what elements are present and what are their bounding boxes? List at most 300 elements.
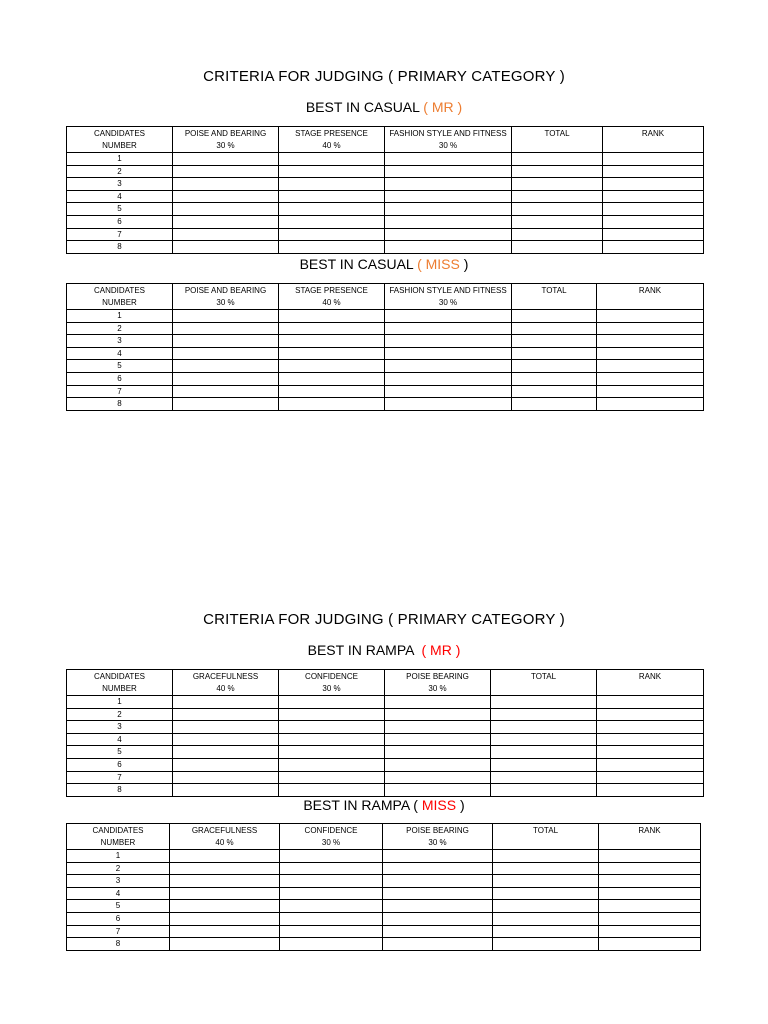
score-cell[interactable] [385,310,512,323]
score-cell[interactable] [279,347,385,360]
score-cell[interactable] [173,335,279,348]
table-row [67,758,704,771]
score-cell[interactable] [603,215,704,228]
score-cell[interactable] [597,708,704,721]
score-cell[interactable] [597,372,704,385]
score-cell[interactable] [597,771,704,784]
column-header [385,670,491,696]
score-cell[interactable] [512,178,603,191]
candidate-number-cell: 7 [67,925,170,938]
score-cell[interactable] [512,165,603,178]
score-cell[interactable] [512,310,597,323]
table-row [67,784,704,797]
score-cell[interactable] [385,746,491,759]
score-cell[interactable] [491,758,597,771]
score-cell[interactable] [385,203,512,216]
column-header [279,127,385,153]
column-header-weight: 40 % [322,141,341,150]
score-cell[interactable] [385,153,512,166]
column-header-weight: NUMBER [102,298,137,307]
column-header [67,284,173,310]
column-header-weight: 30 % [428,838,447,847]
table-row [67,925,701,938]
column-header-label: CANDIDATES [94,672,145,681]
column-header-label: CANDIDATES [94,129,145,138]
score-cell[interactable] [493,900,599,913]
score-cell[interactable] [173,347,279,360]
score-cell[interactable] [383,850,493,863]
table-row [67,360,704,373]
table-row [67,215,704,228]
score-cell[interactable] [170,887,280,900]
score-cell[interactable] [512,347,597,360]
score-cell[interactable] [491,746,597,759]
candidate-number-cell: 1 [67,153,173,166]
score-cell[interactable] [385,771,491,784]
score-cell[interactable] [597,360,704,373]
score-cell[interactable] [173,178,279,191]
score-cell[interactable] [491,784,597,797]
score-cell[interactable] [173,771,279,784]
score-cell[interactable] [493,875,599,888]
candidate-number-cell: 8 [67,784,173,797]
score-cell[interactable] [173,153,279,166]
score-cell[interactable] [173,708,279,721]
score-cell[interactable] [173,228,279,241]
score-cell[interactable] [279,335,385,348]
candidate-number-cell: 1 [67,850,170,863]
candidate-number-cell: 2 [67,322,173,335]
column-header [597,670,704,696]
score-cell[interactable] [279,784,385,797]
column-header [170,824,280,850]
column-header-label: GRACEFULNESS [191,826,258,835]
score-cell[interactable] [385,784,491,797]
table-row [67,696,704,709]
score-cell[interactable] [170,862,280,875]
score-cell[interactable] [279,203,385,216]
column-header-label: RANK [638,826,661,835]
column-header [385,284,512,310]
score-cell[interactable] [170,912,280,925]
score-cell[interactable] [597,733,704,746]
subtitle-prefix: BEST IN RAMPA ( [303,797,422,813]
score-cell[interactable] [173,322,279,335]
column-header [279,670,385,696]
column-header [493,824,599,850]
score-cell[interactable] [597,398,704,411]
candidate-number-cell: 5 [67,203,173,216]
candidate-number-cell: 8 [67,398,173,411]
score-cell[interactable] [599,900,701,913]
score-cell[interactable] [597,721,704,734]
candidate-number-cell: 6 [67,215,173,228]
column-header-weight: NUMBER [102,684,137,693]
score-cell[interactable] [173,721,279,734]
score-cell[interactable] [599,887,701,900]
table-row [67,228,704,241]
table-subtitle [0,642,768,658]
score-cell[interactable] [385,708,491,721]
column-header [597,284,704,310]
candidate-number-cell: 3 [67,721,173,734]
score-cell[interactable] [170,850,280,863]
score-cell[interactable] [280,938,383,951]
table-row [67,190,704,203]
score-cell[interactable] [279,721,385,734]
table-row [67,398,704,411]
score-cell[interactable] [603,241,704,254]
subtitle-highlight: ( MR ) [421,642,461,658]
score-cell[interactable] [603,165,704,178]
score-cell[interactable] [597,347,704,360]
score-cell[interactable] [279,758,385,771]
score-cell[interactable] [493,887,599,900]
table-subtitle [0,797,768,813]
criteria-table [66,823,701,951]
candidate-number-cell: 8 [67,938,170,951]
column-header-weight: 40 % [322,298,341,307]
candidate-number-cell: 4 [67,733,173,746]
score-cell[interactable] [280,912,383,925]
candidate-number-cell: 6 [67,758,173,771]
score-cell[interactable] [279,310,385,323]
column-header-label: CANDIDATES [92,826,144,835]
score-cell[interactable] [512,360,597,373]
score-cell[interactable] [603,203,704,216]
score-cell[interactable] [170,875,280,888]
column-header-label: POISE BEARING [406,826,469,835]
score-cell[interactable] [385,360,512,373]
score-cell[interactable] [173,385,279,398]
score-cell[interactable] [512,398,597,411]
score-cell[interactable] [279,771,385,784]
score-cell[interactable] [599,925,701,938]
candidate-number-cell: 3 [67,875,170,888]
score-cell[interactable] [599,938,701,951]
score-cell[interactable] [279,241,385,254]
candidate-number-cell: 4 [67,887,170,900]
score-cell[interactable] [493,862,599,875]
column-header [67,127,173,153]
score-cell[interactable] [173,310,279,323]
score-cell[interactable] [512,190,603,203]
table-row [67,746,704,759]
table-row [67,153,704,166]
score-cell[interactable] [279,228,385,241]
score-cell[interactable] [597,385,704,398]
score-cell[interactable] [512,203,603,216]
column-header [173,670,279,696]
score-cell[interactable] [280,887,383,900]
score-cell[interactable] [385,322,512,335]
subtitle-prefix: BEST IN RAMPA [307,642,422,658]
score-cell[interactable] [173,190,279,203]
score-cell[interactable] [493,925,599,938]
candidate-number-cell: 8 [67,241,173,254]
column-header [67,670,173,696]
score-cell[interactable] [597,758,704,771]
score-cell[interactable] [385,372,512,385]
column-header-weight: 30 % [438,141,458,150]
column-header-weight: 30 % [321,838,341,847]
score-cell[interactable] [512,372,597,385]
column-header-weight: 30 % [438,298,458,307]
score-cell[interactable] [173,733,279,746]
score-cell[interactable] [173,696,279,709]
score-cell[interactable] [170,925,280,938]
score-cell[interactable] [603,178,704,191]
score-cell[interactable] [279,360,385,373]
score-cell[interactable] [385,385,512,398]
table-row [67,335,704,348]
score-cell[interactable] [173,215,279,228]
column-header-label: TOTAL [541,286,567,295]
column-header-weight: 30 % [322,684,341,693]
candidate-number-cell: 2 [67,862,170,875]
score-cell[interactable] [491,721,597,734]
candidate-number-cell: 5 [67,900,170,913]
column-header [512,284,597,310]
score-cell[interactable] [491,733,597,746]
column-header-label: GRACEFULNESS [192,672,259,681]
table-row [67,875,701,888]
score-cell[interactable] [385,733,491,746]
column-header-label: RANK [638,286,662,295]
table-header-row [67,284,704,310]
score-cell[interactable] [279,696,385,709]
candidate-number-cell: 7 [67,228,173,241]
column-header [512,127,603,153]
score-cell[interactable] [493,938,599,951]
score-cell[interactable] [383,862,493,875]
score-cell[interactable] [512,335,597,348]
column-header-weight: 40 % [216,684,235,693]
score-cell[interactable] [173,360,279,373]
table-row [67,938,701,951]
score-cell[interactable] [599,850,701,863]
score-cell[interactable] [279,398,385,411]
candidate-number-cell: 2 [67,708,173,721]
score-cell[interactable] [279,733,385,746]
score-cell[interactable] [280,875,383,888]
score-cell[interactable] [173,746,279,759]
candidate-number-cell: 4 [67,347,173,360]
score-cell[interactable] [279,385,385,398]
table-row [67,203,704,216]
score-cell[interactable] [279,746,385,759]
score-cell[interactable] [279,165,385,178]
candidate-number-cell: 7 [67,385,173,398]
score-cell[interactable] [170,938,280,951]
score-cell[interactable] [170,900,280,913]
table-row [67,322,704,335]
score-cell[interactable] [173,784,279,797]
candidate-number-cell: 3 [67,335,173,348]
score-cell[interactable] [173,372,279,385]
score-cell[interactable] [385,696,491,709]
candidate-number-cell: 4 [67,190,173,203]
score-cell[interactable] [512,228,603,241]
score-cell[interactable] [491,771,597,784]
column-header-label: POISE AND BEARING [184,286,267,295]
table-row [67,721,704,734]
table-row [67,708,704,721]
score-cell[interactable] [279,153,385,166]
column-header-label: POISE AND BEARING [184,129,267,138]
table-subtitle [0,99,768,115]
score-cell[interactable] [599,912,701,925]
score-cell[interactable] [597,322,704,335]
score-cell[interactable] [512,215,603,228]
score-cell[interactable] [279,372,385,385]
score-cell[interactable] [603,228,704,241]
score-cell[interactable] [385,347,512,360]
score-cell[interactable] [383,875,493,888]
score-cell[interactable] [597,335,704,348]
score-cell[interactable] [173,758,279,771]
criteria-table [66,283,704,411]
score-cell[interactable] [385,228,512,241]
page-title: CRITERIA FOR JUDGING ( PRIMARY CATEGORY ) [203,68,565,85]
score-cell[interactable] [385,398,512,411]
score-cell[interactable] [493,912,599,925]
table-row [67,310,704,323]
column-header-label: FASHION STYLE AND FITNESS [389,286,507,295]
score-cell[interactable] [512,153,603,166]
score-cell[interactable] [597,784,704,797]
criteria-table [66,126,704,254]
score-cell[interactable] [385,190,512,203]
score-cell[interactable] [385,178,512,191]
table-header-row [67,824,701,850]
score-cell[interactable] [603,190,704,203]
column-header-label: RANK [641,129,665,138]
score-cell[interactable] [597,310,704,323]
score-cell[interactable] [599,875,701,888]
score-cell[interactable] [512,322,597,335]
score-cell[interactable] [173,203,279,216]
column-header [383,824,493,850]
score-cell[interactable] [597,746,704,759]
score-cell[interactable] [280,925,383,938]
score-cell[interactable] [383,938,493,951]
column-header-label: TOTAL [530,672,557,681]
column-header-label: STAGE PRESENCE [295,286,368,295]
column-header-label: CONFIDENCE [304,826,358,835]
score-cell[interactable] [173,165,279,178]
candidate-number-cell: 6 [67,912,170,925]
column-header-weight: 30 % [216,298,235,307]
score-cell[interactable] [385,721,491,734]
candidate-number-cell: 7 [67,771,173,784]
subtitle-suffix: ) [459,256,469,272]
table-header-row [67,670,704,696]
column-header-weight: NUMBER [100,838,136,847]
score-cell[interactable] [279,178,385,191]
score-cell[interactable] [512,241,603,254]
score-cell[interactable] [173,241,279,254]
score-cell[interactable] [383,900,493,913]
column-header-weight: NUMBER [102,141,137,150]
column-header-label: POISE BEARING [406,672,469,681]
candidate-number-cell: 1 [67,696,173,709]
candidate-number-cell: 1 [67,310,173,323]
table-row [67,771,704,784]
column-header [280,824,383,850]
score-cell[interactable] [512,385,597,398]
score-cell[interactable] [385,758,491,771]
table-subtitle [0,256,768,272]
score-cell[interactable] [385,241,512,254]
table-row [67,912,701,925]
candidate-number-cell: 3 [67,178,173,191]
table-row [67,733,704,746]
score-cell[interactable] [279,322,385,335]
column-header-label: TOTAL [532,826,559,835]
score-cell[interactable] [385,165,512,178]
score-cell[interactable] [279,708,385,721]
score-cell[interactable] [597,696,704,709]
column-header-label: CONFIDENCE [305,672,358,681]
score-cell[interactable] [173,398,279,411]
column-header-label: CANDIDATES [94,286,145,295]
score-cell[interactable] [493,850,599,863]
score-cell[interactable] [599,862,701,875]
table-row [67,887,701,900]
column-header [491,670,597,696]
score-cell[interactable] [383,887,493,900]
subtitle-highlight: ( MR ) [423,99,463,115]
table-row [67,862,701,875]
criteria-table [66,669,704,797]
subtitle-highlight: MISS [421,797,457,813]
column-header-weight: 40 % [215,838,234,847]
column-header [173,284,279,310]
subtitle-prefix: BEST IN CASUAL [305,99,424,115]
score-cell[interactable] [385,335,512,348]
candidate-number-cell: 5 [67,746,173,759]
column-header [599,824,701,850]
score-cell[interactable] [385,215,512,228]
score-cell[interactable] [603,153,704,166]
column-header [603,127,704,153]
column-header [173,127,279,153]
column-header-weight: 30 % [428,684,447,693]
table-header-row [67,127,704,153]
score-cell[interactable] [280,850,383,863]
score-cell[interactable] [383,912,493,925]
column-header-label: STAGE PRESENCE [295,129,368,138]
score-cell[interactable] [280,862,383,875]
score-cell[interactable] [279,215,385,228]
subtitle-highlight: ( MISS [417,256,460,272]
candidate-number-cell: 5 [67,360,173,373]
subtitle-suffix: ) [456,797,465,813]
column-header-label: RANK [638,672,662,681]
score-cell[interactable] [280,900,383,913]
score-cell[interactable] [491,708,597,721]
table-row [67,165,704,178]
table-row [67,900,701,913]
score-cell[interactable] [491,696,597,709]
column-header-weight: 30 % [216,141,235,150]
candidate-number-cell: 2 [67,165,173,178]
score-cell[interactable] [383,925,493,938]
table-row [67,241,704,254]
score-cell[interactable] [279,190,385,203]
candidate-number-cell: 6 [67,372,173,385]
